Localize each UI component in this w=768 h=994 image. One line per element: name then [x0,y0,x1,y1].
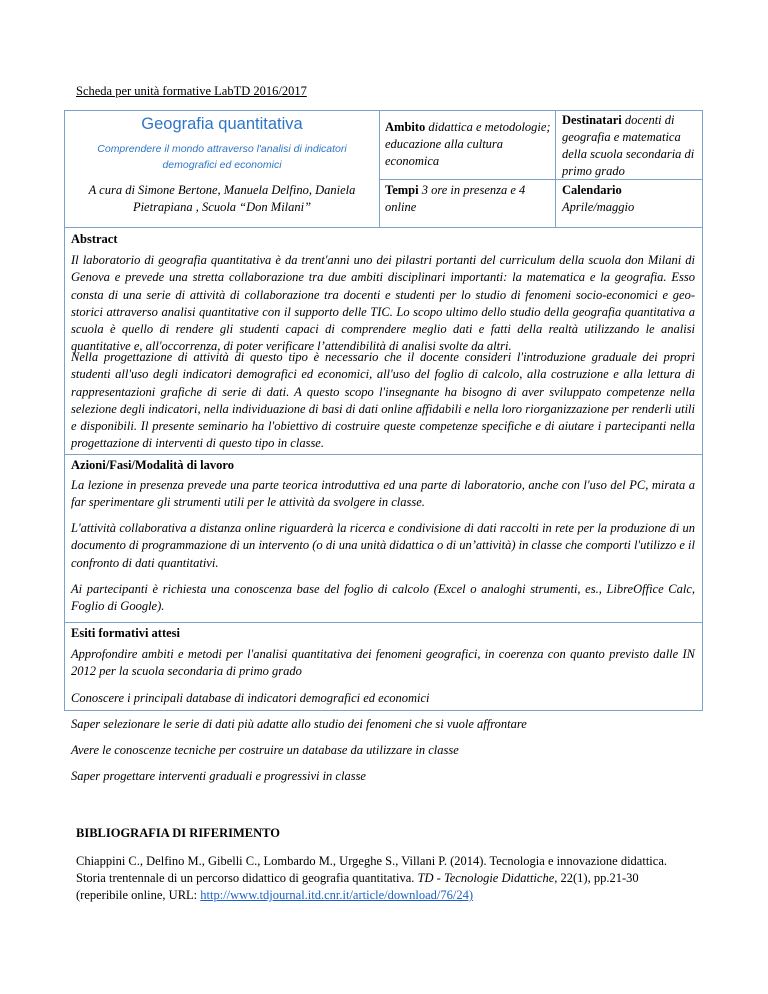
destinatari-value: docenti di geografia e matematica della scuola secondaria di primo grado [562,113,695,178]
bibliography-entry [76,853,696,904]
ambito-value: didattica e metodologie; educazione alla cultura economica [385,120,551,168]
bibliography-volume: , 22(1), pp.21-30 [554,871,639,885]
calendario-label: Calendario [562,183,622,197]
esiti-heading: Esiti formativi attesi [71,626,181,640]
destinatari-label: Destinatari [562,113,622,127]
tempi-label: Tempi [385,183,419,197]
divider [65,227,703,228]
azioni-heading: Azioni/Fasi/Modalità di lavoro [71,458,234,472]
bibliography-online-prefix: (reperibile online, URL: [76,888,201,902]
divider [65,622,703,623]
tempi-cell [385,182,551,216]
course-title: Geografia quantitativa [141,115,303,133]
azioni-paragraph-1: La lezione in presenza prevede una parte teorica introduttiva ed una parte di laboratorio, anche con l'uso del PC, mirata a far sperimentare gli strumenti utili per le attività da svolgere in classe. [71,478,695,510]
bibliography-journal: TD - Tecnologie Didattiche [417,871,555,885]
bibliography-link[interactable]: http://www.tdjournal.itd.cnr.it/article/download/76/24) [200,888,474,902]
bibliography-text: Chiappini C., Delfino M., Gibelli C., Lombardo M., Urgeghe S., Villani P. (2014). Tecnologia e innovazione didattica. Storia trentennale di un percorso didattico di geografia quantitativa. [76,854,667,885]
bibliography-heading: BIBLIOGRAFIA DI RIFERIMENTO [76,826,280,840]
abstract-paragraph-2: Nella progettazione di attività di questo tipo è necessario che il docente consideri l'introduzione graduale dei propri studenti all'uso degli indicatori demografici ed economici, all'uso del foglio di calcolo, alla costruzione e alla lettura di rappresentazioni grafiche di serie di dati. A questo scopo l'insegnante ha bisogno di aver sviluppato competenze nella selezione degli indicatori, nella individuazione di basi di dati online affidabili e nella loro riorganizzazione per renderli utili e disponibili. Il presente seminario ha l'obiettivo di costruire queste competenze specifiche e di aiutare i partecipanti nella progettazione di interventi di questo tipo in classe. [71,350,695,451]
tempi-value: 3 ore in presenza e 4 online [385,183,526,214]
esiti-item: Saper progettare interventi graduali e progressivi in classe [71,769,366,783]
divider [379,111,380,227]
course-subtitle: Comprendere il mondo attraverso l'analisi di indicatori demografici ed economici [97,143,347,171]
esiti-item: Conoscere i principali database di indicatori demografici ed economici [71,691,430,705]
calendario-cell [562,182,698,216]
azioni-paragraph-2: L'attività collaborativa a distanza online riguarderà la ricerca e condivisione di dati raccolti in rete per la produzione di un documento di programmazione di un intervento (o di una unità didattica o di un’attività) in classe che comporti l'utilizzo e il confronto di dati quantitativi. [71,521,695,570]
azioni-paragraph-3: Ai partecipanti è richiesta una conoscenza base del foglio di calcolo (Excel o analoghi strumenti, es., LibreOffice Calc, Foglio di Google). [71,582,695,614]
course-card [64,110,703,783]
course-authors: A cura di Simone Bertone, Manuela Delfino, Daniela Pietrapiana , Scuola “Don Milani” [88,183,356,214]
divider [65,454,703,455]
esiti-item: Avere le conoscenze tecniche per costruire un database da utilizzare in classe [71,743,459,757]
abstract-paragraph-1: Il laboratorio di geografia quantitativa è da trent'anni uno dei pilastri portanti del curriculum della scuola don Milani di Genova e prevede una stretta collaborazione tra due ambiti disciplinari importanti: la matematica e la geografia. Esso consta di una serie di attività di collaborazione tra docenti e studenti per lo studio di fenomeni socio-economici e geo-storici attraverso analisi quantitative con il supporto delle TIC. Lo scopo ultimo dello studio della geografia quantitativa a scuola è quello di rendere gli studenti capaci di comprendere meglio dati e fatti della realtà utilizzando le analisi quantitative e, all'occorrenza, di poter verificare l’attendibilità di analisi svolte da altri. [71,253,695,354]
esiti-item: Approfondire ambiti e metodi per l'analisi quantitativa dei fenomeni geografici, in coerenza con quanto previsto dalle IN 2012 per la scuola secondaria di primo grado [71,647,695,679]
ambito-cell [385,119,551,170]
esiti-item: Saper selezionare le serie di dati più adatte allo studio dei fenomeni che si vuole affrontare [71,717,527,731]
abstract-heading: Abstract [71,232,118,246]
calendario-value: Aprile/maggio [562,200,635,214]
divider [555,111,556,227]
ambito-label: Ambito [385,120,426,134]
page-header: Scheda per unità formative LabTD 2016/2017 [76,84,307,98]
destinatari-cell [562,112,698,180]
